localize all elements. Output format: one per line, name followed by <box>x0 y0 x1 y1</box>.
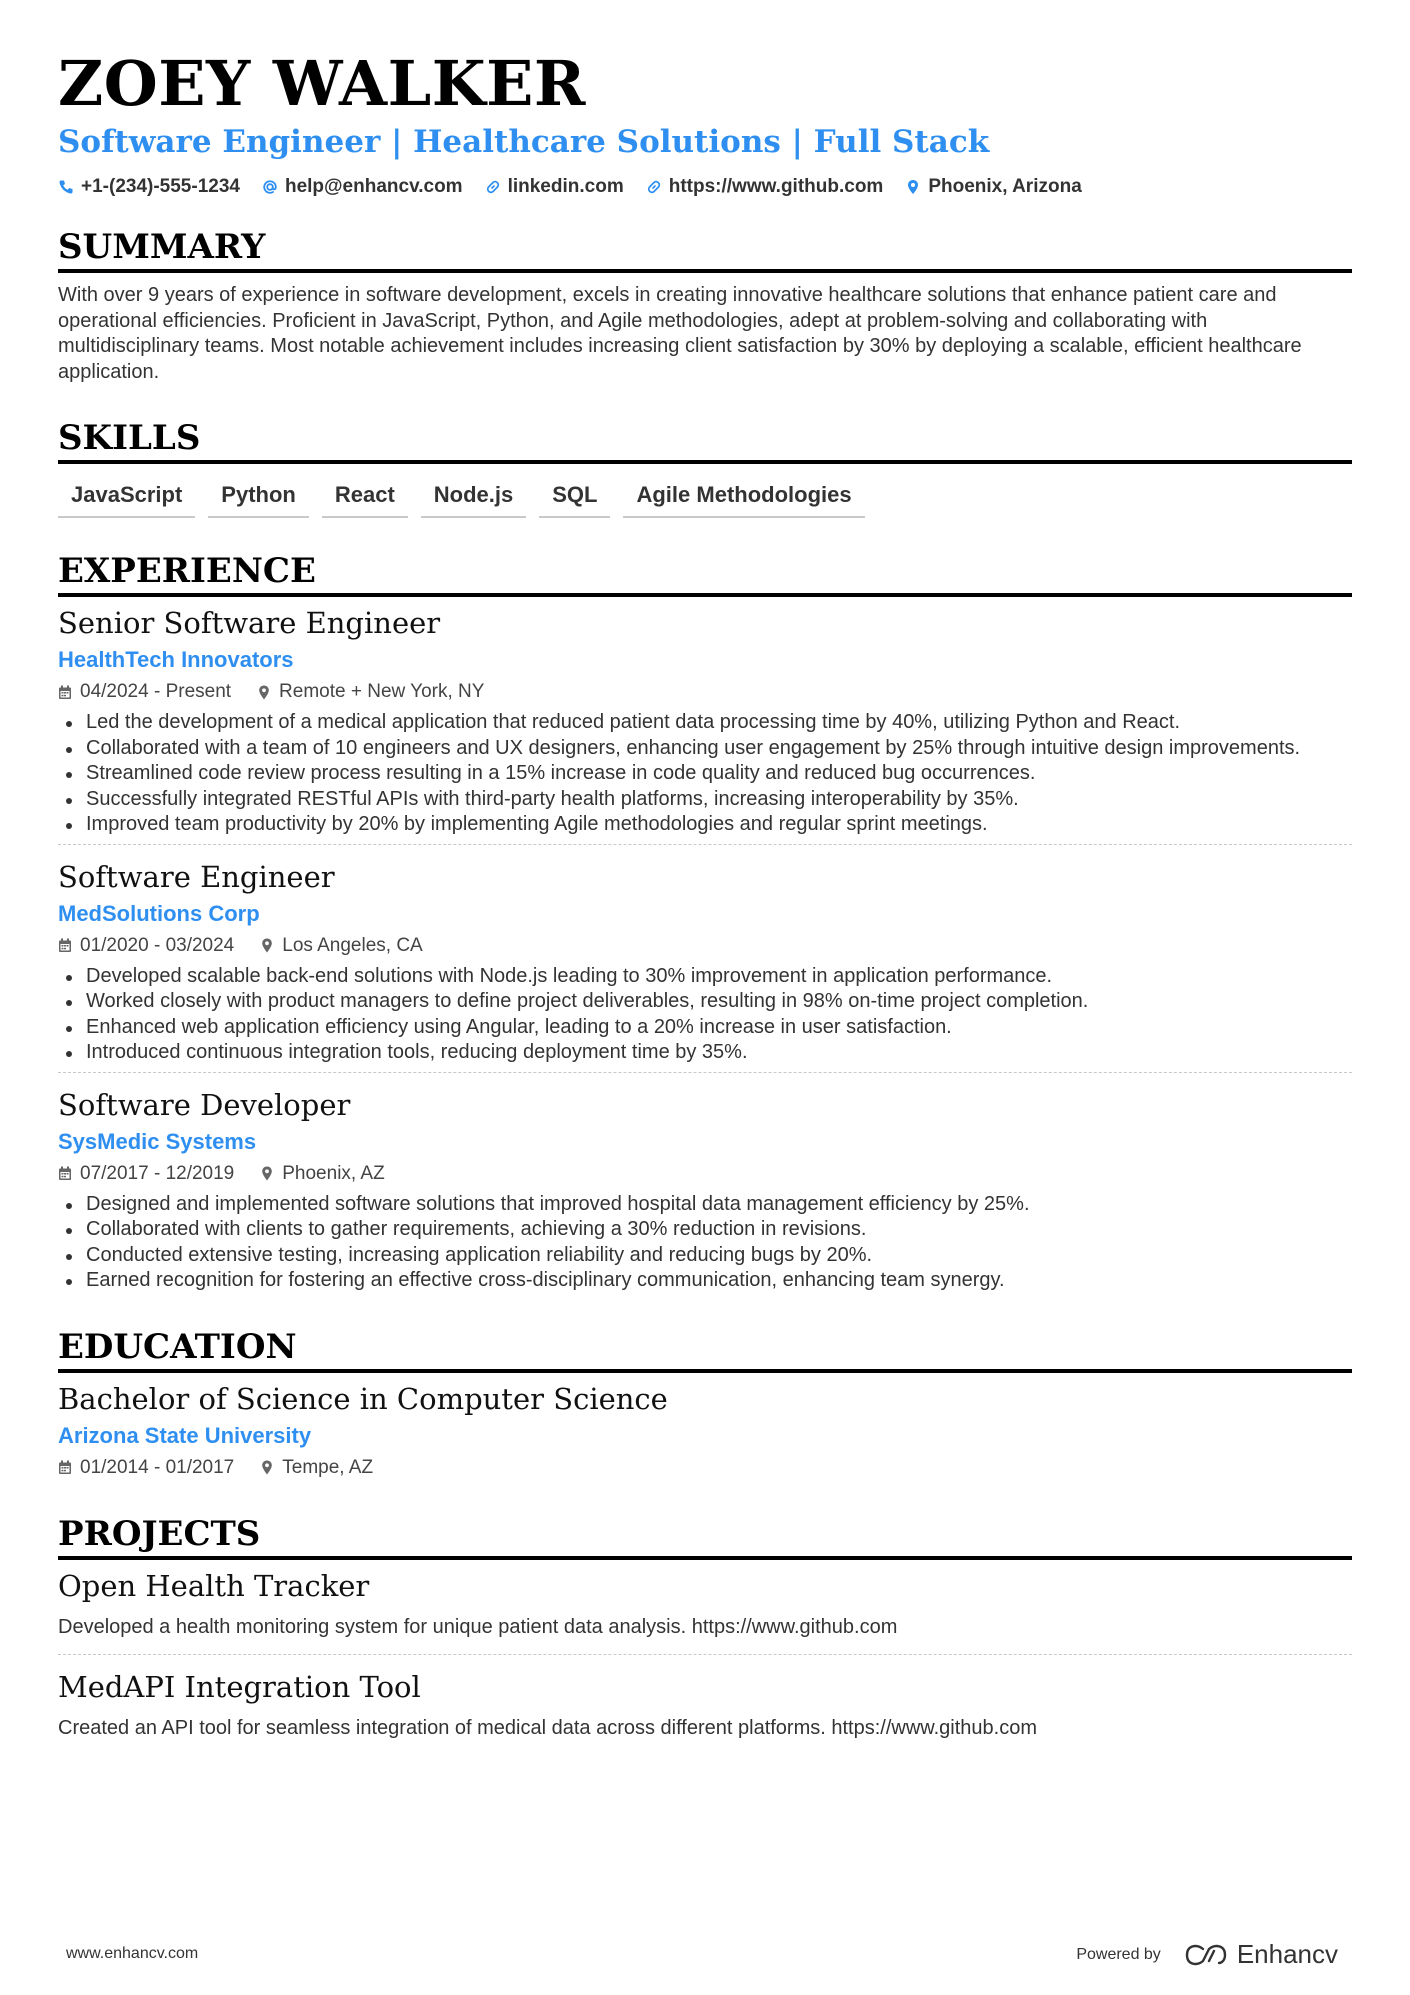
location-pin-icon <box>260 1166 274 1181</box>
job-dates <box>58 933 234 959</box>
experience-section <box>58 550 1352 1300</box>
achievement-item: Developed scalable back-end solutions with Node.js leading to 30% improvement in application performance. <box>58 964 1352 990</box>
location-pin-icon <box>905 179 921 195</box>
education-entry <box>58 1381 1352 1487</box>
achievement-item: Conducted extensive testing, increasing application reliability and reducing bugs by 20%. <box>58 1243 1352 1269</box>
project-description: Created an API tool for seamless integration of medical data across different platforms. https://www.github.com <box>58 1716 1038 1739</box>
job-title: Software Developer <box>58 1087 351 1122</box>
achievement-item: Led the development of a medical application that reduced patient data processing time by 40%, utilizing Python and React. <box>58 710 1352 736</box>
dates-text: 01/2014 - 01/2017 <box>80 1456 235 1478</box>
education-location <box>260 1455 373 1481</box>
at-sign-icon <box>262 179 278 195</box>
job-location <box>260 933 422 959</box>
summary-section <box>58 226 1352 385</box>
achievement-list <box>58 964 1352 1066</box>
project-name: Open Health Tracker <box>58 1568 370 1603</box>
achievement-item: Collaborated with a team of 10 engineers and UX designers, enhancing user engagement by 25% through intuitive design improvements. <box>58 736 1352 762</box>
achievement-item: Successfully integrated RESTful APIs with third-party health platforms, increasing interoperability by 35%. <box>58 787 1352 813</box>
project-entry <box>58 1654 1352 1755</box>
section-title-summary: SUMMARY <box>58 226 1352 273</box>
skills-list <box>58 478 1352 518</box>
location-pin-icon <box>260 1460 274 1475</box>
powered-by-label: Powered by <box>1076 1945 1161 1963</box>
dates-text: 07/2017 - 12/2019 <box>80 1162 235 1184</box>
github-text: https://www.github.com <box>668 176 884 197</box>
degree-title: Bachelor of Science in Computer Science <box>58 1381 668 1416</box>
experience-entry <box>58 1072 1352 1300</box>
job-meta <box>58 679 1352 705</box>
project-name: MedAPI Integration Tool <box>58 1669 421 1704</box>
dates-text: 04/2024 - Present <box>80 681 232 702</box>
skill-tag: JavaScript <box>58 478 195 518</box>
company-name: SysMedic Systems <box>58 1128 257 1154</box>
skills-section <box>58 417 1352 518</box>
achievement-item: Improved team productivity by 20% by implementing Agile methodologies and regular sprint meetings. <box>58 812 1352 838</box>
linkedin-text: linkedin.com <box>507 176 624 197</box>
dates-text: 01/2020 - 03/2024 <box>80 934 235 956</box>
contact-email[interactable] <box>262 176 463 198</box>
calendar-icon <box>58 1460 72 1475</box>
phone-text: +1-(234)-555-1234 <box>81 176 240 197</box>
achievement-item: Earned recognition for fostering an effective cross-disciplinary communication, enhancing team synergy. <box>58 1268 1352 1294</box>
school-name: Arizona State University <box>58 1422 312 1448</box>
achievement-item: Designed and implemented software solutions that improved hospital data management efficiency by 25%. <box>58 1192 1352 1218</box>
footer-website-link[interactable]: www.enhancv.com <box>66 1945 199 1962</box>
calendar-icon <box>58 1166 72 1181</box>
education-meta <box>58 1455 1352 1481</box>
achievement-item: Worked closely with product managers to define project deliverables, resulting in 98% on-time project completion. <box>58 989 1352 1015</box>
contact-phone[interactable] <box>58 176 240 198</box>
enhancv-logo[interactable] <box>1183 1939 1338 1970</box>
job-dates <box>58 1161 234 1187</box>
headline: Software Engineer | Healthcare Solutions | Full Stack <box>58 124 990 160</box>
job-location <box>260 1161 384 1187</box>
contact-github[interactable] <box>646 176 884 198</box>
powered-by <box>1076 1939 1338 1970</box>
achievement-item: Streamlined code review process resulting in a 15% increase in code quality and reduced bug occurrences. <box>58 761 1352 787</box>
company-name: HealthTech Innovators <box>58 647 294 672</box>
enhancv-logo-icon <box>1183 1943 1229 1967</box>
location-text: Tempe, AZ <box>282 1456 374 1478</box>
skill-tag: SQL <box>539 478 610 518</box>
candidate-name: ZOEY WALKER <box>58 47 586 120</box>
achievement-list <box>58 1192 1352 1294</box>
section-title-education: EDUCATION <box>58 1326 1352 1373</box>
experience-entry <box>58 844 1352 1072</box>
location-text: Phoenix, Arizona <box>928 176 1082 197</box>
job-location <box>257 679 484 705</box>
experience-entry <box>58 605 1352 844</box>
education-section <box>58 1326 1352 1487</box>
location-text: Phoenix, AZ <box>282 1162 385 1184</box>
brand-name: Enhancv <box>1236 1939 1338 1969</box>
achievement-item: Collaborated with clients to gather requirements, achieving a 30% reduction in revisions. <box>58 1217 1352 1243</box>
achievement-item: Enhanced web application efficiency using Angular, leading to a 20% increase in user satisfaction. <box>58 1015 1352 1041</box>
link-icon <box>646 179 662 195</box>
contact-linkedin[interactable] <box>485 176 624 198</box>
job-title: Senior Software Engineer <box>58 606 441 640</box>
section-title-experience: EXPERIENCE <box>58 550 1352 597</box>
email-text: help@enhancv.com <box>284 176 463 197</box>
achievement-item: Introduced continuous integration tools, reducing deployment time by 35%. <box>58 1040 1352 1066</box>
section-title-projects: PROJECTS <box>58 1513 1352 1560</box>
section-title-skills: SKILLS <box>58 417 1352 464</box>
education-dates <box>58 1455 234 1481</box>
job-title: Software Engineer <box>58 859 335 894</box>
projects-section <box>58 1513 1352 1755</box>
skill-tag: Agile Methodologies <box>623 478 864 518</box>
job-dates <box>58 679 231 705</box>
achievement-list <box>58 710 1352 838</box>
job-meta <box>58 933 1352 959</box>
project-entry <box>58 1568 1352 1654</box>
project-description: Developed a health monitoring system for unique patient data analysis. https://www.github.com <box>58 1615 898 1638</box>
page-footer <box>0 1935 1410 1975</box>
job-meta <box>58 1161 1352 1187</box>
calendar-icon <box>58 938 72 953</box>
contact-location <box>905 176 1081 198</box>
company-name: MedSolutions Corp <box>58 900 260 926</box>
summary-text: With over 9 years of experience in software development, excels in creating innovative healthcare solutions that enhance patient care and operational efficiencies. Proficient in JavaScript, Python, and Agile methodologies, adept at problem-solving and collaborating with multidisciplinary teams. Most notable achievement includes increasing client satisfaction by 30% by deploying a scalable, efficient healthcare application. <box>58 284 1302 383</box>
link-icon <box>485 179 501 195</box>
location-text: Remote + New York, NY <box>279 681 485 702</box>
calendar-icon <box>58 685 72 700</box>
skill-tag: Python <box>208 478 309 518</box>
location-pin-icon <box>257 685 271 700</box>
location-text: Los Angeles, CA <box>282 934 423 956</box>
skill-tag: React <box>322 478 408 518</box>
skill-tag: Node.js <box>421 478 526 518</box>
location-pin-icon <box>260 938 274 953</box>
phone-icon <box>58 179 74 195</box>
contact-bar <box>58 176 1352 198</box>
